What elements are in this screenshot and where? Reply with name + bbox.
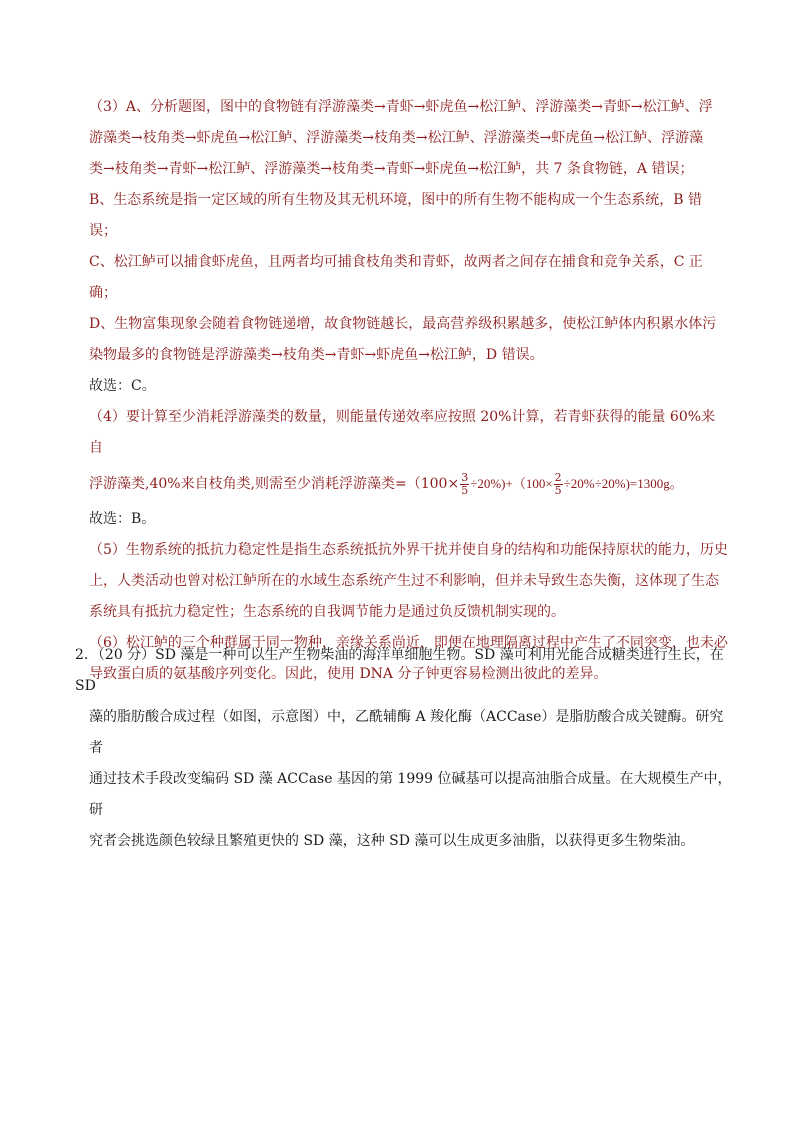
question-2-line: 通过技术手段改变编码 SD 藻 ACCase 基因的第 1999 位碱基可以提高油脂合成量。在大规模生产中，研: [89, 771, 732, 818]
answer-5-line: 上，人类活动也曾对松江鲈所在的水域生态系统产生过不利影响，但并未导致生态失衡，这体现了生态: [89, 573, 719, 589]
fraction-2-5: $\frac{2}{5}$: [554, 470, 562, 497]
formula-suffix: ÷20%÷20%)=1300g。: [563, 476, 683, 491]
question-2-line: 究者会挑选颜色较绿且繁殖更快的 SD 藻，这种 SD 藻可以生成更多油脂，以获得更多生物柴油。: [89, 833, 695, 849]
answer-5-line: （5）生物系统的抵抗力稳定性是指生态系统抵抗外界干扰并使自身的结构和功能保持原状的能力，历史: [89, 542, 728, 558]
answer-3-line: 类→枝角类→青虾→松江鲈、浮游藻类→枝角类→青虾→虾虎鱼→松江鲈，共 7 条食物链，A 错误；: [89, 161, 694, 177]
formula-prefix: 浮游藻类,40%来自枝角类,则需至少消耗浮游藻类=（100×: [89, 476, 460, 492]
answer-5-line: 系统具有抵抗力稳定性；生态系统的自我调节能力是通过负反馈机制实现的。: [89, 604, 565, 620]
answer-3-line: 染物最多的食物链是浮游藻类→枝角类→青虾→虾虎鱼→松江鲈，D 错误。: [89, 347, 544, 363]
answer-3-line: 游藻类→枝角类→虾虎鱼→松江鲈、浮游藻类→枝角类→松江鲈、浮游藻类→虾虎鱼→松江鲈、浮游藻: [89, 130, 704, 146]
answer-3-line: B、生态系统是指一定区域的所有生物及其无机环境，图中的所有生物不能构成一个生态系统，B 错误；: [89, 192, 703, 239]
answer-3-line: （3）A、分析题图，图中的食物链有浮游藻类→青虾→虾虎鱼→松江鲈、浮游藻类→青虾→松江鲈、浮: [89, 99, 713, 115]
question-2-line: 藻的脂肪酸合成过程（如图，示意图）中，乙酰辅酶 A 羧化酶（ACCase）是脂肪酸合成关键酶。研究者: [89, 709, 724, 756]
answer-4-line: （4）要计算至少消耗浮游藻类的数量，则能量传递效率应按照 20%计算，若青虾获得的能量 60%来自: [89, 409, 716, 456]
formula-middle: ÷20%)+（100×: [470, 476, 553, 491]
answer-6-line: （6）松江鲈的三个种群属于同一物种，亲缘关系尚近，即便在地理隔离过程中产生了不同突变，也未必: [89, 635, 728, 651]
answer-6-line: 导致蛋白质的氨基酸序列变化。因此，使用 DNA 分子钟更容易检测出彼此的差异。: [89, 666, 608, 682]
answer-3-choice: 故选：C。: [89, 378, 156, 394]
answer-section-3: [89, 92, 729, 690]
answer-4-formula: [89, 464, 729, 504]
fraction-3-5: $\frac{3}{5}$: [461, 470, 469, 497]
question-2-line: 2．（20 分）SD 藻是一种可以生产生物柴油的海洋单细胞生物。SD 藻可利用光能合成糖类进行生长，在 SD: [75, 647, 724, 694]
question-2: [75, 640, 735, 857]
answer-3-line: D、生物富集现象会随着食物链递增，故食物链越长，最高营养级积累越多，使松江鲈体内积累水体污: [89, 316, 717, 332]
answer-3-line: C、松江鲈可以捕食虾虎鱼，且两者均可捕食枝角类和青虾，故两者之间存在捕食和竞争关系，C 正确；: [89, 254, 703, 301]
answer-4-choice: 故选：B。: [89, 511, 156, 527]
